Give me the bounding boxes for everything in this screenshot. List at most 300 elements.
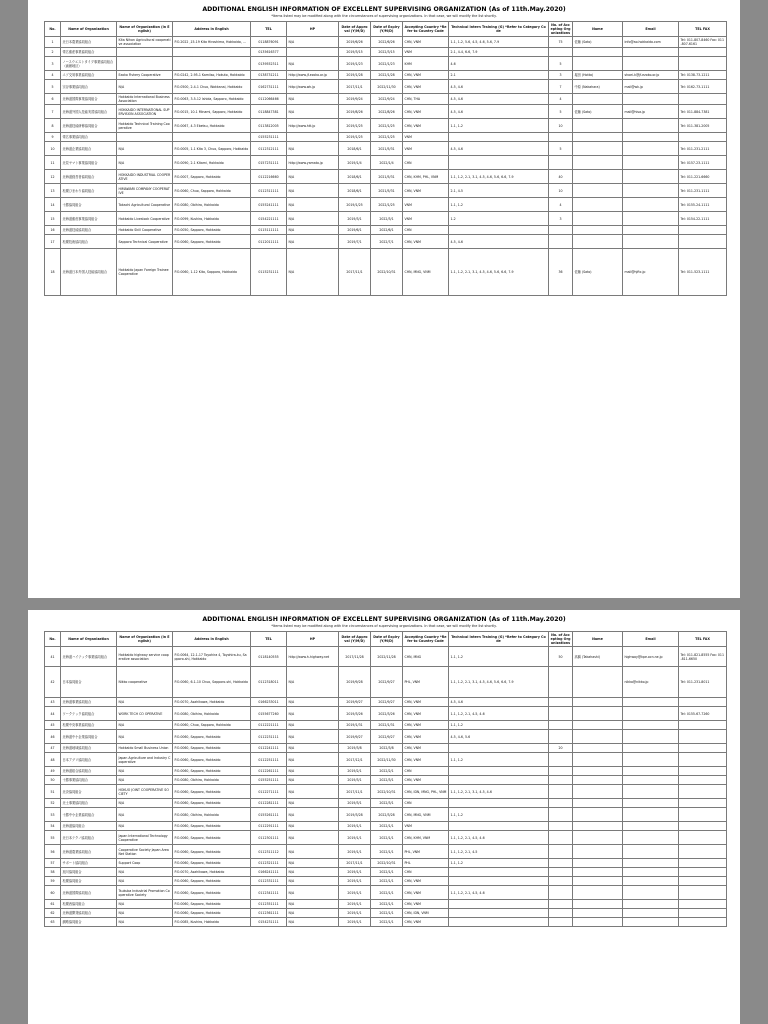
cell-tf (679, 776, 727, 785)
cell-exp: 2022/1/4 (371, 156, 403, 170)
cell-exp: 2022/10/31 (371, 249, 403, 296)
cell-tf (679, 822, 727, 831)
cell-no: 7 (45, 105, 61, 119)
cell-no: 50 (45, 776, 61, 785)
cell-appr: 2019/1/1 (339, 822, 371, 831)
cell-name-en: Hokkaido highway service cooperative association (117, 647, 173, 667)
cell-email (623, 226, 679, 235)
column-header: Date of Expiry (Y/M/D) (371, 632, 403, 647)
cell-appr: 2019/9/28 (339, 667, 371, 698)
cell-tf: Tel: 011-221-6660 (679, 170, 727, 184)
cell-cat: 1-1, 1-2 (449, 753, 549, 767)
cell-exp: 2022/1/1 (371, 831, 403, 845)
cell-appr: 2019/1/1 (339, 877, 371, 886)
cell-num (549, 667, 573, 698)
cell-no: 46 (45, 730, 61, 744)
cell-addr: P.O.0090, 2-1 Kitami, Hokkaido (173, 156, 251, 170)
cell-appr: 2019/9/24 (339, 94, 371, 105)
cell-exp: 2022/8/26 (371, 105, 403, 119)
table-row (45, 156, 727, 170)
column-header: HP (287, 22, 339, 37)
cell-name-jp: 北海道地域協同組合 (61, 744, 117, 753)
cell-country: CHN, VNM (403, 721, 449, 730)
cell-tf: Tel: 011-523-1111 (679, 249, 727, 296)
cell-exp: 2022/2/1 (371, 767, 403, 776)
cell-hp: N/A (287, 698, 339, 707)
cell-name-jp: 十勝中小企業協同組合 (61, 808, 117, 822)
cell-tel: 0112311112 (251, 845, 287, 859)
cell-pname (573, 845, 623, 859)
cell-tf (679, 744, 727, 753)
cell-tel: 0118140555 (251, 647, 287, 667)
cell-email (623, 133, 679, 142)
cell-no: 41 (45, 647, 61, 667)
table-row (45, 226, 727, 235)
cell-no: 58 (45, 868, 61, 877)
cell-name-en: Hokkaido Skill Cooperative (117, 226, 173, 235)
cell-email: mail@hisa.jp (623, 105, 679, 119)
cell-exp: 2022/7/1 (371, 235, 403, 249)
cell-addr: P.O.0060, Sapporo, Hokkaido (173, 822, 251, 831)
cell-exp: 2022/10/31 (371, 785, 403, 799)
cell-cat: 1-1, 1-2 (449, 859, 549, 868)
cell-cat: 2-1, 4-5 (449, 184, 549, 198)
cell-name-en: N/A (117, 918, 173, 927)
cell-name-jp: 北央協同組合 (61, 785, 117, 799)
cell-country: CHN, IDN, MNG, PHL, VNM (403, 785, 449, 799)
cell-name-jp: 北海道経営者協同組合 (61, 170, 117, 184)
cell-hp: N/A (287, 212, 339, 226)
table-row (45, 785, 727, 799)
cell-num (549, 698, 573, 707)
cell-name-en: Hokkaido Technical Training Cooperative (117, 119, 173, 133)
cell-exp: 2022/11/30 (371, 80, 403, 94)
cell-tel: 0112331111 (251, 877, 287, 886)
cell-exp: 2021/5/31 (371, 184, 403, 198)
cell-hp: http://www.wk.jp (287, 80, 339, 94)
cell-name-en: N/A (117, 808, 173, 822)
cell-tf (679, 900, 727, 909)
cell-addr: P.O.0080, Obihiro, Hokkaido (173, 808, 251, 822)
cell-addr: P.O.0050, Sapporo, Hokkaido (173, 226, 251, 235)
cell-hp: N/A (287, 184, 339, 198)
cell-addr: P.O.0242, 2-95-1 Kamiiso, Hokuto, Hokkaido (173, 71, 251, 80)
cell-num (549, 877, 573, 886)
cell-cat (449, 918, 549, 927)
cell-appr: 2019/3/8 (339, 744, 371, 753)
table-header-row (45, 632, 727, 647)
cell-appr: 2019/1/1 (339, 918, 371, 927)
cell-exp: 2022/1/23 (371, 57, 403, 71)
cell-cat: 4-6 (449, 57, 549, 71)
cell-tel: 0112341111 (251, 886, 287, 900)
cell-num (549, 799, 573, 808)
cell-email (623, 877, 679, 886)
cell-no: 55 (45, 831, 61, 845)
organization-table-2 (44, 631, 727, 927)
cell-pname (573, 886, 623, 900)
cell-pname: 中原 (Nakahara) (573, 80, 623, 94)
cell-pname (573, 94, 623, 105)
cell-country: PHL (403, 859, 449, 868)
cell-num (549, 753, 573, 767)
cell-exp: 2022/9/24 (371, 94, 403, 105)
cell-appr: 2019/1/1 (339, 909, 371, 918)
cell-cat: 1-1, 1-2 (449, 808, 549, 822)
cell-addr: P.O.0070, Asahikawa, Hokkaido (173, 868, 251, 877)
cell-hp: N/A (287, 845, 339, 859)
cell-tel: 0112216660 (251, 170, 287, 184)
cell-name-jp: 北日本テクノ協同組合 (61, 831, 117, 845)
cell-tf (679, 94, 727, 105)
cell-hp: N/A (287, 226, 339, 235)
cell-email (623, 767, 679, 776)
cell-tf (679, 859, 727, 868)
cell-cat (449, 767, 549, 776)
cell-appr: 2019/3/28 (339, 808, 371, 822)
cell-country: VNM (403, 198, 449, 212)
cell-appr: 2019/3/26 (339, 707, 371, 721)
cell-no: 16 (45, 226, 61, 235)
cell-name-jp: 十勝協同組合 (61, 198, 117, 212)
cell-name-jp: 札幌協同組合 (61, 877, 117, 886)
column-header: No. (45, 632, 61, 647)
cell-addr: P.O.0060, Sapporo, Hokkaido (173, 744, 251, 753)
cell-email (623, 48, 679, 57)
cell-hp: http://www.h-highway.net (287, 647, 339, 667)
cell-exp: 2022/3/26 (371, 707, 403, 721)
cell-tel: 0166241111 (251, 868, 287, 877)
cell-pname (573, 776, 623, 785)
cell-country: CHN, VNM (403, 776, 449, 785)
cell-country: CHN, IDN, VNM (403, 909, 449, 918)
cell-exp: 2021/5/31 (371, 170, 403, 184)
cell-addr: P.O.0060, Sapporo, Hokkaido (173, 730, 251, 744)
cell-tel: 0112231111 (251, 730, 287, 744)
cell-num (549, 918, 573, 927)
cell-tf: Tel: 0155-67-7260 (679, 707, 727, 721)
cell-tf (679, 918, 727, 927)
cell-email (623, 142, 679, 156)
cell-exp: 2022/1/1 (371, 909, 403, 918)
table-row (45, 105, 727, 119)
column-header: HP (287, 632, 339, 647)
cell-no: 10 (45, 142, 61, 156)
cell-addr: P.O.0060, Sapporo, Hokkaido (173, 886, 251, 900)
cell-email (623, 799, 679, 808)
cell-tel: 0112351111 (251, 900, 287, 909)
table-row (45, 80, 727, 94)
cell-appr: 2019/3/1 (339, 212, 371, 226)
cell-no: 9 (45, 133, 61, 142)
cell-pname (573, 57, 623, 71)
cell-cat: 1-1, 1-2, 2-1, 3-1, 4-5, 4-6, 5-6, 6-6, 7-9 (449, 170, 549, 184)
cell-exp: 2022/11/30 (371, 753, 403, 767)
cell-exp: 2022/1/1 (371, 900, 403, 909)
column-header: Technical Intern Training (G) *Refer to Category Code (449, 22, 549, 37)
cell-tf: Tel: 0162-73-1111 (679, 80, 727, 94)
cell-email (623, 119, 679, 133)
cell-country: CHN, VNM (403, 71, 449, 80)
table-row (45, 133, 727, 142)
cell-pname (573, 698, 623, 707)
page-note: *Items listed may be modified along with the circumstances of supervising organizations. In that case, we will modify the list shortly. (271, 14, 497, 18)
cell-no: 56 (45, 845, 61, 859)
cell-tf (679, 868, 727, 877)
table-row (45, 900, 727, 909)
cell-tf (679, 48, 727, 57)
cell-name-jp: 北海道国際事業協同組合 (61, 94, 117, 105)
column-header: TEL FAX (679, 22, 727, 37)
cell-addr: P.O.0067, 4-3 Ebetsu, Hokkaido (173, 119, 251, 133)
cell-pname (573, 799, 623, 808)
cell-exp: 2022/9/27 (371, 698, 403, 707)
column-header: Accepting Country *Refer to Country Code (403, 22, 449, 37)
column-header: TEL (251, 632, 287, 647)
cell-exp: 2022/1/25 (371, 133, 403, 142)
cell-hp: N/A (287, 868, 339, 877)
cell-no: 3 (45, 57, 61, 71)
cell-name-en: N/A (117, 909, 173, 918)
cell-name-en: Hokkaido Small Business Union (117, 744, 173, 753)
cell-tel: 0155677260 (251, 707, 287, 721)
cell-name-en: N/A (117, 900, 173, 909)
cell-email (623, 822, 679, 831)
cell-cat: 4-5, 4-6 (449, 105, 549, 119)
table-row (45, 707, 727, 721)
cell-num (549, 900, 573, 909)
cell-no: 12 (45, 170, 61, 184)
cell-cat: 1-2 (449, 212, 549, 226)
cell-addr: P.O.0063, 3-5-12 Ishida, Sapporo, Hokkaido (173, 94, 251, 105)
cell-tel: 0135616377 (251, 48, 287, 57)
cell-tf (679, 799, 727, 808)
cell-num (549, 831, 573, 845)
cell-name-jp: 北海道ハイテック事業協同組合 (61, 647, 117, 667)
cell-pname (573, 753, 623, 767)
cell-tf: Tel: 011-821-8555 Fax: 011-811-6650 (679, 647, 727, 667)
cell-name-en: N/A (117, 776, 173, 785)
table-row (45, 698, 727, 707)
cell-appr: 2019/1/1 (339, 868, 371, 877)
cell-appr: 2018/6/1 (339, 184, 371, 198)
cell-country: CHN, KHM, VNM (403, 831, 449, 845)
cell-appr: 2019/1/28 (339, 71, 371, 80)
cell-hp: N/A (287, 859, 339, 868)
cell-hp: N/A (287, 57, 339, 71)
cell-name-jp: 北海道中小企業協同組合 (61, 730, 117, 744)
cell-no: 14 (45, 198, 61, 212)
cell-name-en: WORK TECH CO OPERATIVE (117, 707, 173, 721)
cell-num (549, 886, 573, 900)
cell-country: PHL, VNM (403, 667, 449, 698)
cell-name-jp: 札幌西協同組合 (61, 900, 117, 909)
cell-country: CHN (403, 799, 449, 808)
cell-pname (573, 808, 623, 822)
cell-tel: 0115111111 (251, 226, 287, 235)
cell-cat: 1-1, 1-2, 5-6, 4-5, 4-6, 5-6, 7-9 (449, 37, 549, 48)
cell-name-en: Japan Agriculture and Industry Cooperative (117, 753, 173, 767)
cell-pname (573, 918, 623, 927)
table-row (45, 799, 727, 808)
cell-tel: 0112318011 (251, 667, 287, 698)
cell-num (549, 845, 573, 859)
cell-num (549, 776, 573, 785)
cell-pname (573, 119, 623, 133)
cell-name-jp: 帯広畜産事業協同組合 (61, 48, 117, 57)
cell-no: 42 (45, 667, 61, 698)
cell-cat: 4-5, 4-6 (449, 80, 549, 94)
cell-cat (449, 776, 549, 785)
cell-pname (573, 868, 623, 877)
cell-hp: N/A (287, 785, 339, 799)
cell-tf: Tel: 011-231-2111 (679, 142, 727, 156)
cell-addr: P.O.0060, Sapporo, Hokkaido (173, 799, 251, 808)
cell-tf (679, 886, 727, 900)
cell-cat: 1-1, 1-2 (449, 119, 549, 133)
cell-exp: 2022/1/1 (371, 845, 403, 859)
cell-appr: 2019/1/31 (339, 721, 371, 730)
cell-no: 5 (45, 80, 61, 94)
column-header: Email (623, 632, 679, 647)
cell-name-en: Ezoko Fishery Cooperative (117, 71, 173, 80)
cell-hp: N/A (287, 667, 339, 698)
cell-tel: 0162731111 (251, 80, 287, 94)
cell-num: 20 (549, 744, 573, 753)
cell-tel: 0154221111 (251, 212, 287, 226)
cell-hp: N/A (287, 909, 339, 918)
table-row (45, 667, 727, 698)
cell-cat: 4-5, 4-6, 5-6 (449, 730, 549, 744)
cell-pname (573, 822, 623, 831)
cell-tf (679, 909, 727, 918)
column-header: Address in English (173, 632, 251, 647)
cell-no: 62 (45, 909, 61, 918)
cell-no: 49 (45, 767, 61, 776)
table-row (45, 877, 727, 886)
cell-cat (449, 868, 549, 877)
cell-hp: N/A (287, 721, 339, 730)
cell-name-jp: 北海道総合協同組合 (61, 767, 117, 776)
cell-name-jp: 北海道国際協同組合 (61, 886, 117, 900)
column-header: Technical Intern Training (G) *Refer to Category Code (449, 632, 549, 647)
table-row (45, 184, 727, 198)
cell-country: VNM (403, 822, 449, 831)
cell-appr: 2019/3/1 (339, 799, 371, 808)
cell-tf: Tel: 011-381-2005 (679, 119, 727, 133)
cell-addr (173, 48, 251, 57)
cell-appr: 2019/9/27 (339, 698, 371, 707)
cell-num (549, 822, 573, 831)
cell-cat: 1-1, 1-2 (449, 647, 549, 667)
cell-name-jp: 日本協同組合 (61, 667, 117, 698)
cell-exp: 2022/11/28 (371, 647, 403, 667)
page-title: ADDITIONAL ENGLISH INFORMATION OF EXCELLENT SUPERVISING ORGANIZATION (As of 11th.May.2020) (202, 6, 566, 13)
table-row (45, 249, 727, 296)
cell-exp: 2022/1/1 (371, 918, 403, 927)
cell-no: 54 (45, 822, 61, 831)
cell-addr: P.O.0085, Kushiro, Hokkaido (173, 918, 251, 927)
document-page-1 (28, 0, 740, 598)
cell-tf: Tel: 0138-73-1211 (679, 71, 727, 80)
cell-tf (679, 808, 727, 822)
cell-name-en (117, 133, 173, 142)
cell-tf: Tel: 011-884-7381 (679, 105, 727, 119)
cell-hp: N/A (287, 94, 339, 105)
table-row (45, 845, 727, 859)
table-row (45, 831, 727, 845)
cell-no: 45 (45, 721, 61, 730)
cell-num (549, 808, 573, 822)
column-header: Accepting Country *Refer to Country Code (403, 632, 449, 647)
cell-no: 61 (45, 900, 61, 909)
cell-hp: N/A (287, 753, 339, 767)
cell-addr: P.O.0060, Sapporo, Hokkaido (173, 767, 251, 776)
cell-cat: 2-1, 4-4, 6-6, 7-9 (449, 48, 549, 57)
cell-pname: 佐藤 (Sato) (573, 37, 623, 48)
cell-pname (573, 900, 623, 909)
cell-addr: P.O.0060, Sapporo, Hokkaido (173, 831, 251, 845)
cell-tel: 0112312111 (251, 142, 287, 156)
cell-email: mail@wk.jp (623, 80, 679, 94)
cell-name-jp: ワークテック協同組合 (61, 707, 117, 721)
cell-name-en: Hokkaido Japan Foreign Trainee Cooperative (117, 249, 173, 296)
table-row (45, 918, 727, 927)
cell-hp: N/A (287, 105, 339, 119)
cell-addr: P.O.0060, Sapporo, Hokkaido (173, 909, 251, 918)
cell-pname (573, 877, 623, 886)
table-header-row (45, 22, 727, 37)
column-header: No. of Accepting Organizations (549, 632, 573, 647)
cell-hp: N/A (287, 918, 339, 927)
cell-country: CHN, VNM (403, 730, 449, 744)
cell-country: CHN, VNM (403, 184, 449, 198)
cell-tf (679, 721, 727, 730)
cell-pname (573, 235, 623, 249)
cell-addr: P.O.0060, Chuo, Sapporo, Hokkaido (173, 721, 251, 730)
cell-addr: P.O.0080, Obihiro, Hokkaido (173, 776, 251, 785)
organization-table-1 (44, 21, 727, 296)
column-header: Name (573, 22, 623, 37)
cell-hp: http://www.htt.jp (287, 119, 339, 133)
cell-cat (449, 909, 549, 918)
cell-tel: 0112241111 (251, 744, 287, 753)
table-row (45, 753, 727, 767)
cell-cat: 4-5, 4-6 (449, 142, 549, 156)
column-header: Date of Expiry (Y/M/D) (371, 22, 403, 37)
cell-email (623, 184, 679, 198)
cell-hp: N/A (287, 776, 339, 785)
cell-email (623, 721, 679, 730)
table-row (45, 94, 727, 105)
column-header: Date of Approval (Y/M/D) (339, 632, 371, 647)
cell-no: 1 (45, 37, 61, 48)
cell-name-en: Hokkaido Livestock Cooperative (117, 212, 173, 226)
cell-country: CHN (403, 226, 449, 235)
cell-name-en: N/A (117, 799, 173, 808)
cell-name-en: Hokkaido International Business Association (117, 94, 173, 105)
cell-pname (573, 721, 623, 730)
cell-num: 10 (549, 184, 573, 198)
cell-tel: 0155241111 (251, 198, 287, 212)
cell-email: nikko@nikko.jp (623, 667, 679, 698)
cell-addr: P.O.0060, Sapporo, Hokkaido (173, 900, 251, 909)
cell-tel: 0113812005 (251, 119, 287, 133)
cell-email (623, 698, 679, 707)
cell-tf: Tel: 0157-23-1111 (679, 156, 727, 170)
cell-country: CHN, VNM (403, 105, 449, 119)
cell-name-jp: 北日本農業協同組合 (61, 37, 117, 48)
